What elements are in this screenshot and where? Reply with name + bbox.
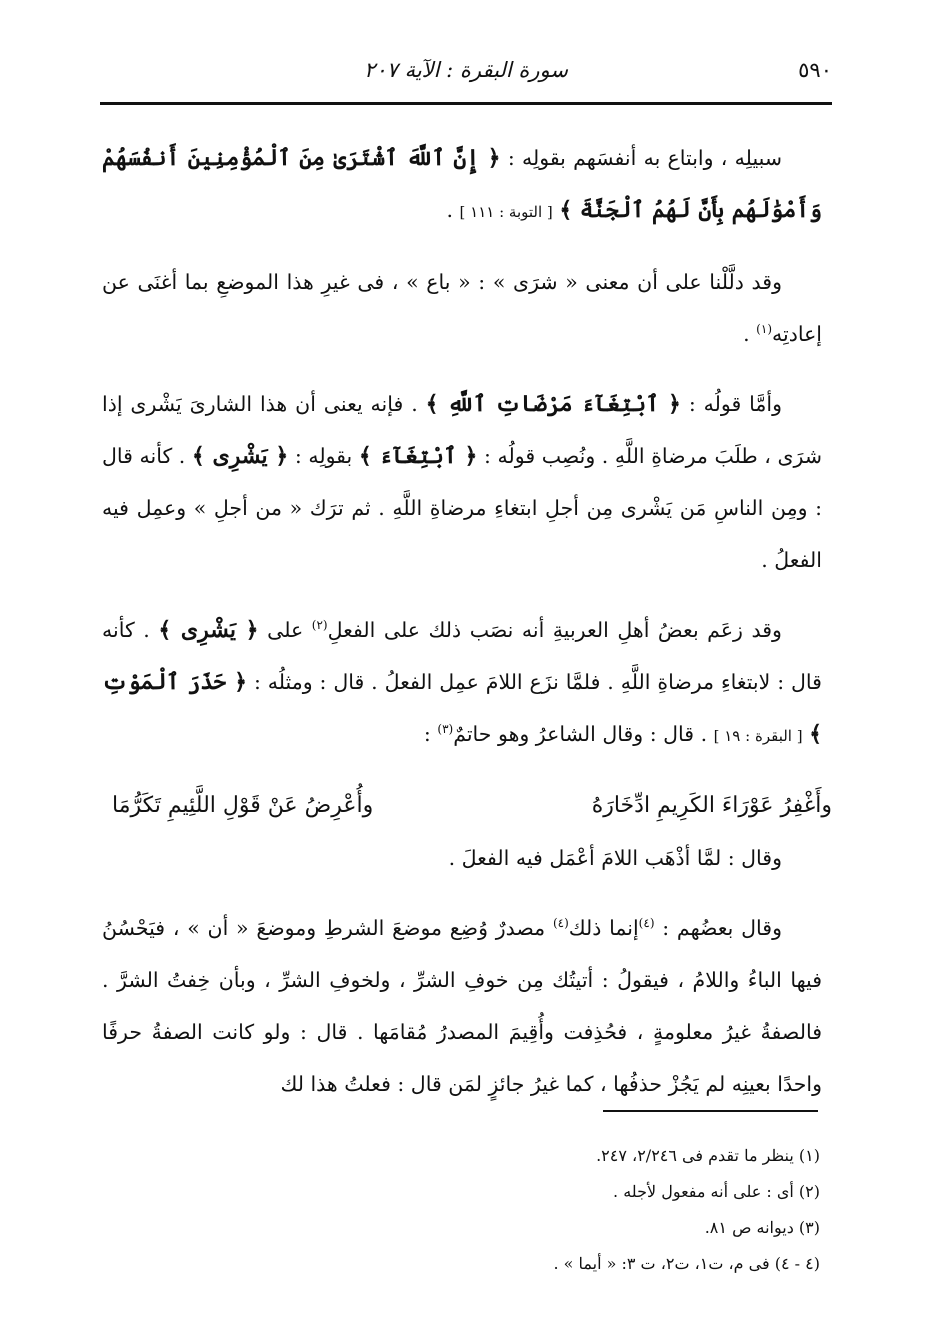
running-title: سورة البقرة : الآية ٢٠٧ [364, 58, 568, 82]
footnote-marker: (٢) [311, 618, 328, 633]
text: . [446, 198, 454, 222]
text: وقال بعضُهم : [662, 916, 782, 940]
footnote-1: (١) ينظر ما تقدم فى ٢/٢٤٦، ٢٤٧. [596, 1146, 820, 1165]
hemistich-first: وأَغْفِرُ عَوْرَاءَ الكَرِيمِ ادِّخَارَهُ [591, 793, 832, 818]
quran-quote: ﴿ يَشْرِى ﴾ [191, 443, 289, 469]
text: . كأنه قال : لابتغاءِ مرضاةِ اللَّهِ . فلمَّا نزَع اللامَ عمِل الفعلُ . قال : ومثلُه : [102, 618, 822, 694]
paragraph-6 [102, 902, 822, 1110]
text: . فإنه يعنى أن هذا الشارىَ يَشْرى إذا شرَى ، طلَبَ مرضاةِ اللَّهِ . ونُصِب قولُه : [102, 392, 822, 468]
verse-reference: [ التوبة : ١١١ ] [459, 203, 553, 221]
text: وقد زعَم بعضُ أهلِ العربيةِ أنه نصَب ذلك على الفعلِ [327, 618, 782, 642]
quran-quote: ﴿ ٱبْتِغَآءَ ﴾ [358, 443, 478, 469]
text: وأمَّا قولُه : [688, 392, 782, 416]
footnote-2: (٢) أى : على أنه مفعول لأجله . [613, 1182, 820, 1201]
page-number: ٥٩٠ [798, 58, 832, 82]
quran-quote: ﴿ إِنَّ ٱللَّهَ ٱشْتَرَىٰ مِنَ ٱلْمُؤْمِنِينَ أَنفُسَهُمْ وَأَمْوَٰلَهُم بِأَنَّ لَهُمُ ٱلْجَنَّةَ ﴾ [102, 145, 822, 223]
poetry-verse [102, 780, 832, 832]
text: مصدرٌ وُضِع موضعَ الشرطِ وموضعَ « أن » ، فيَحْسُنُ فيها الباءُ واللامُ ، فيقولُ : أتيتُك مِن خوفِ الشرِّ ، ولخوفِ الشرِّ ، وبأن خِفتُ الشرَّ . فالصفةُ غيرُ معلومةٍ ، فحُذِفت وأُقِيمَ المصدرُ مُقامَها . قال : ولو كانت الصفةُ حرفًا واحدًا بعينِه لم يَجُزْ حذفُها ، كما غيرُ جائزٍ لمَن قال : فعلتُ هذا لك [102, 916, 822, 1096]
footnote-marker: (١) [756, 322, 772, 337]
text: . قال : وقال الشاعرُ وهو حاتمٌ [453, 722, 708, 746]
footnote-marker: (٣) [437, 722, 454, 737]
text: سبيلِه ، وابتاع به أنفسَهم بقولِه : [507, 146, 782, 170]
footnote-marker: (٤) [552, 916, 569, 931]
text: إنما ذلك [568, 916, 639, 940]
page-body [102, 132, 832, 1128]
paragraph-1 [102, 132, 822, 238]
footnote-3: (٣) ديوانه ص ٨١. [704, 1218, 820, 1237]
page-header [100, 52, 832, 92]
text: على [267, 618, 304, 642]
text: وقد دلَّلْنا على أن معنى « شرَى » : « باع » ، فى غيرِ هذا الموضعِ بما أغنَى عن إعادتِه [102, 270, 822, 346]
text: . كأنه قال : ومِن الناسِ مَن يَشْرى مِن أجلِ ابتغاءِ مرضاةِ اللَّهِ . ثم ترَك « من أجلِ » وعمِل فيه الفعلُ . [102, 444, 822, 572]
hemistich-second: وأُعْرِضُ عَنْ قَوْلِ اللَّئِيمِ تَكَرُّمَا [112, 793, 374, 818]
verse-reference: [ البقرة : ١٩ ] [713, 727, 803, 745]
header-rule [100, 102, 832, 105]
footnote-rule [603, 1110, 818, 1112]
quran-quote: ﴿ حَذَرَ ٱلْمَوْتِ ﴾ [102, 669, 822, 747]
footnotes [110, 1138, 820, 1282]
paragraph-5: وقال : لمَّا أذْهَب اللامَ أعْمَل فيه الفعلَ . [448, 846, 782, 870]
paragraph-2 [102, 256, 822, 360]
footnote-marker: (٤) [638, 916, 655, 931]
text: . [743, 322, 750, 346]
paragraph-4 [102, 604, 822, 762]
quran-quote: ﴿ يَشْرِى ﴾ [158, 617, 259, 643]
quran-quote: ﴿ ٱبْتِغَآءَ مَرْضَاتِ ٱللَّهِ ﴾ [425, 391, 681, 417]
footnote-4: (٤ - ٤) فى م، ت١، ت٢، ت ٣: « أيما » . [553, 1254, 820, 1273]
paragraph-3 [102, 378, 822, 586]
text: بقولِه : [294, 444, 353, 468]
text: : [423, 722, 431, 746]
